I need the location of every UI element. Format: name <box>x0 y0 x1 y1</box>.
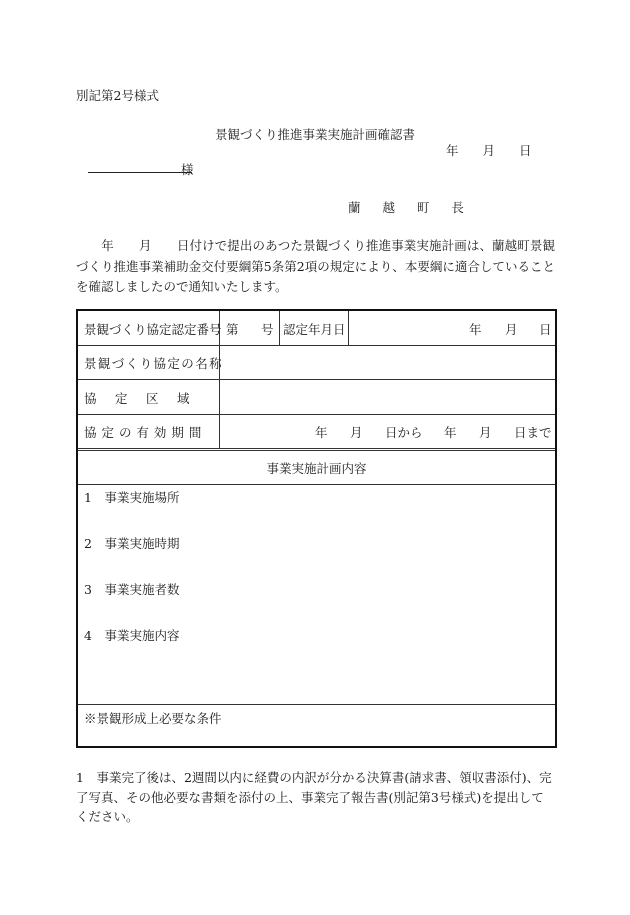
item-location: 1 事業実施場所 <box>84 490 180 505</box>
cert-date-year: 年 <box>469 322 482 337</box>
addressee-blank-line <box>88 171 192 173</box>
cert-date-label: 認定年月日 <box>283 322 346 337</box>
cert-number-label: 景観づくり協定認定番号 <box>84 322 222 337</box>
agreement-area-label: 協 定 区 域 <box>84 391 193 406</box>
period-from-month: 月 <box>350 425 363 440</box>
issue-date <box>446 141 532 159</box>
plan-content-heading: 事業実施計画内容 <box>266 461 367 476</box>
row-divider <box>78 448 555 449</box>
row-divider <box>78 379 555 380</box>
addressee-honorific: 様 <box>181 162 194 177</box>
item-participants: 3 事業実施者数 <box>84 582 180 597</box>
period-to-month: 月 <box>479 425 492 440</box>
date-day: 日 <box>519 143 532 158</box>
cert-date-day: 日 <box>539 322 552 337</box>
number-suffix: 号 <box>261 322 274 337</box>
row-divider <box>78 704 555 705</box>
validity-period-label: 協 定 の 有 効 期 間 <box>84 425 202 440</box>
document-title: 景観づくり推進事業実施計画確認書 <box>214 127 415 142</box>
column-divider <box>279 311 280 345</box>
period-to-year: 年 <box>444 425 457 440</box>
column-divider <box>348 311 349 345</box>
form-number-label: 別記第2号様式 <box>76 88 159 103</box>
row-divider <box>78 414 555 415</box>
item-period: 2 事業実施時期 <box>84 536 180 551</box>
date-month: 月 <box>482 143 496 158</box>
confirmation-table <box>76 309 557 748</box>
item-content: 4 事業実施内容 <box>84 628 180 643</box>
row-divider-double <box>78 450 555 451</box>
row-divider <box>78 345 555 346</box>
issuer-title: 蘭 越 町 長 <box>348 200 473 215</box>
date-year: 年 <box>446 143 459 158</box>
footnote: 1 事業完了後は、2週間以内に経費の内訳が分かる決算書(請求書、領収書添付)、完了写真、その他必要な書類を添付の上、事業完了報告書(別記第3号様式)を提出してください。 <box>76 770 552 824</box>
number-prefix: 第 <box>226 322 239 337</box>
body-paragraph: 年 月 日付けで提出のあつた景観づくり推進事業実施計画は、蘭越町景観づくり推進事業補助金交付要綱第5条第2項の規定により、本要綱に適合していることを確認しましたので通知いたします。 <box>76 238 555 294</box>
conditions-label: ※景観形成上必要な条件 <box>84 711 222 726</box>
cert-date-month: 月 <box>505 322 518 337</box>
period-to-day: 日まで <box>514 425 552 440</box>
period-from-year: 年 <box>315 425 328 440</box>
agreement-name-label: 景観づくり協定の名称 <box>84 356 224 371</box>
row-divider <box>78 484 555 485</box>
period-from-day: 日から <box>385 425 423 440</box>
